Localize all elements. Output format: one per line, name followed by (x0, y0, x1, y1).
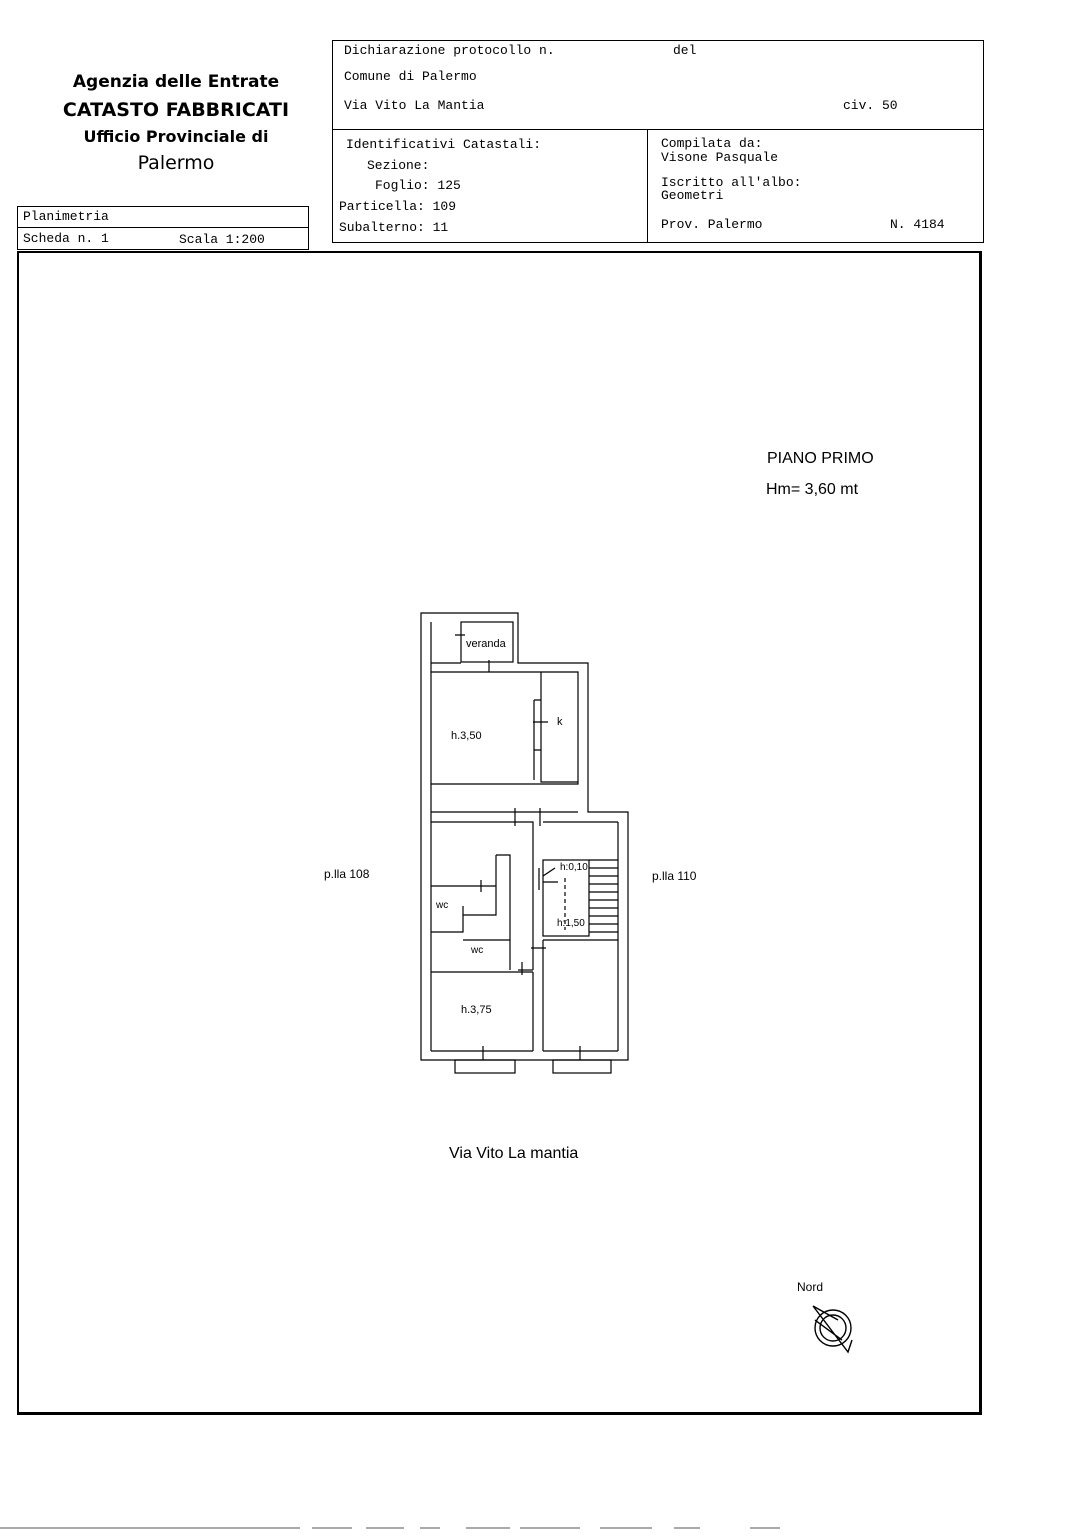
room-wc1: wc (436, 900, 449, 911)
north-label: Nord (797, 1280, 824, 1294)
albo-label: Iscritto all'albo: (661, 175, 802, 190)
street-label: Via Vito La mantia (449, 1145, 579, 1162)
protocol-label: Dichiarazione protocollo n. (344, 43, 555, 58)
registration-number: N. 4184 (890, 217, 945, 232)
particella: Particella: 109 (339, 199, 457, 214)
sheet-scale: Scala 1:200 (179, 232, 265, 247)
albo: Geometri (661, 188, 724, 203)
comune: Comune di Palermo (344, 69, 477, 84)
stair-mid-height: h:1,50 (557, 918, 585, 929)
address: Via Vito La Mantia (344, 98, 485, 113)
sheet-type: Planimetria (23, 209, 109, 224)
floor-label: PIANO PRIMO (767, 450, 874, 467)
catasto-title: CATASTO FABBRICATI (62, 99, 290, 121)
north-arrow-icon (813, 1306, 852, 1352)
neighbor-left: p.lla 108 (324, 867, 370, 881)
province: Prov. Palermo (661, 217, 763, 232)
balcony-left (455, 1060, 515, 1073)
neighbor-right: p.lla 110 (652, 869, 697, 883)
compiler-title: Compilata da: (661, 136, 763, 151)
office-city: Palermo (137, 152, 215, 174)
sezione: Sezione: (367, 158, 430, 173)
stair-top-height: h:0,10 (560, 862, 588, 873)
del-label: del (673, 43, 697, 58)
outer-wall (421, 613, 628, 1060)
agency-name: Agenzia delle Entrate (72, 72, 280, 92)
room-wc2: wc (471, 945, 484, 956)
foglio: Foglio: 125 (375, 178, 461, 193)
room-bottom-height: h.3,75 (461, 1004, 492, 1016)
room-kitchen: k (557, 716, 563, 728)
balcony-right (553, 1060, 611, 1073)
civic-number: civ. 50 (843, 98, 898, 113)
subalterno: Subalterno: 11 (339, 220, 449, 235)
compiler-name: Visone Pasquale (661, 150, 779, 165)
sheet-number: Scheda n. 1 (23, 231, 109, 246)
room-top-height: h.3,50 (451, 730, 482, 742)
office-label: Ufficio Provinciale di (83, 127, 269, 146)
height-label: Hm= 3,60 mt (766, 481, 859, 498)
room-veranda: veranda (466, 638, 506, 650)
identifiers-title: Identificativi Catastali: (346, 137, 542, 152)
